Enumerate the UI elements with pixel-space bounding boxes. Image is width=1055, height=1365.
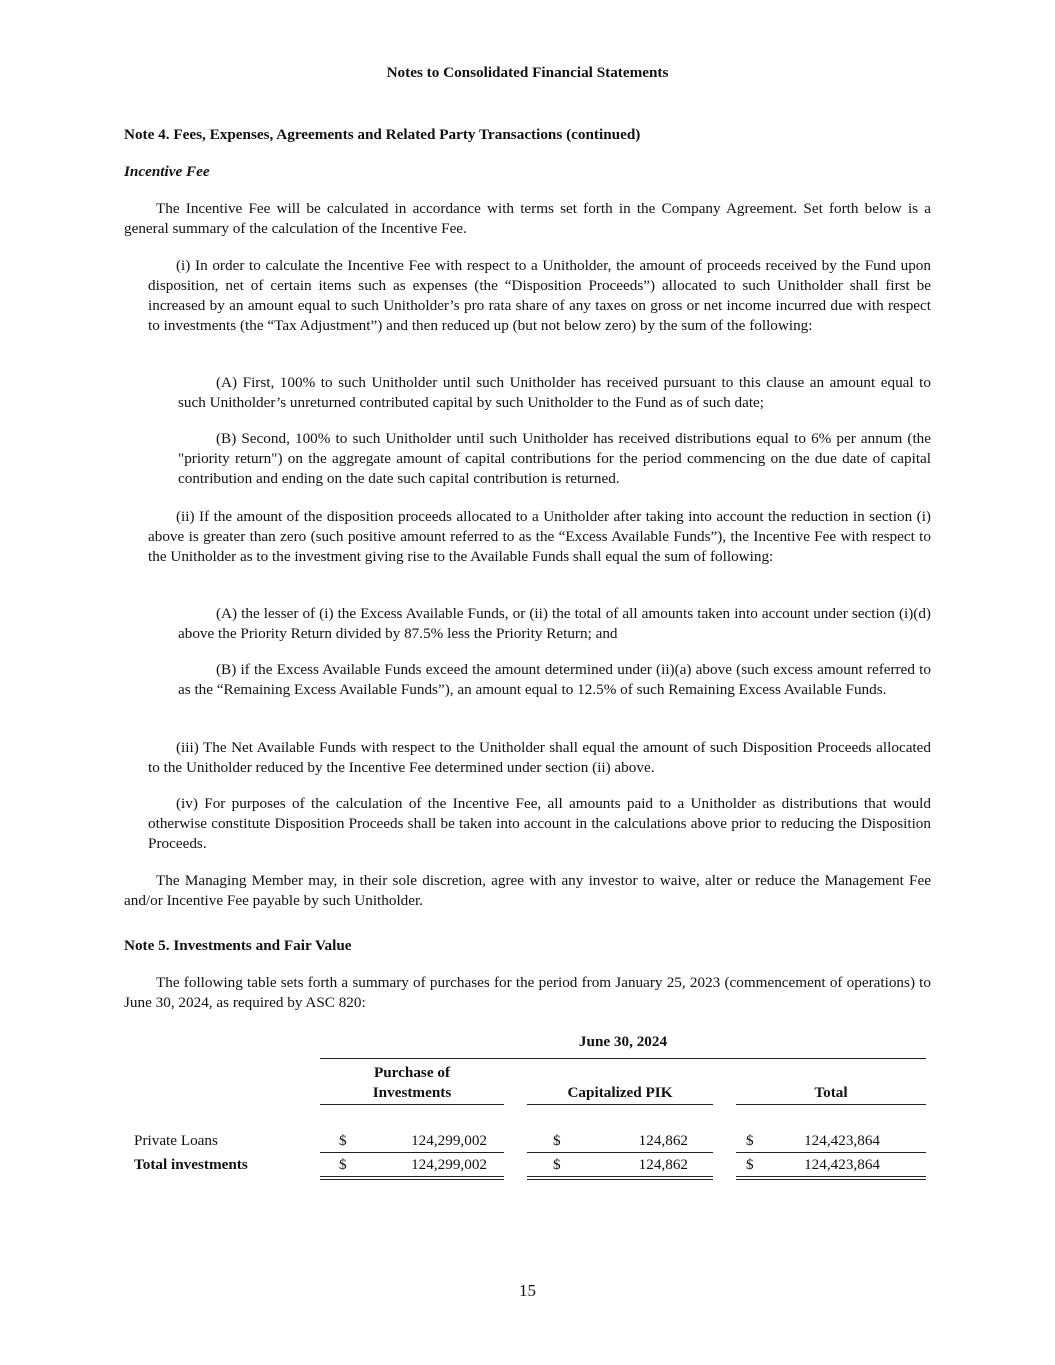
column-rule-2 [527, 1104, 713, 1105]
column-header-total: Total [814, 1084, 848, 1101]
item-i-A-paragraph: (A) First, 100% to such Unitholder until such Unitholder has received pursuant to this clause an amount equal to such Unitholder’s unreturned contributed capital by such Unitholder to the Fund as of such date; [178, 374, 931, 411]
incentive-fee-subheading: Incentive Fee [124, 163, 210, 180]
item-iii-paragraph: (iii) The Net Available Funds with respect to the Unitholder shall equal the amount of such Disposition Proceeds allocated to the Unitholder reduced by the Incentive Fee determined under section (ii) above. [148, 739, 931, 776]
item-ii-A-paragraph: (A) the lesser of (i) the Excess Available Funds, or (ii) the total of all amounts taken into account under section (i)(d) above the Priority Return divided by 87.5% less the Priority Return; and [178, 605, 931, 642]
currency-symbol: $ [339, 1132, 347, 1149]
currency-symbol: $ [339, 1156, 347, 1173]
running-head: Notes to Consolidated Financial Statements [386, 64, 669, 81]
cell-value: 124,423,864 [804, 1132, 880, 1149]
cell-value: 124,862 [638, 1156, 688, 1173]
row-label-private-loans: Private Loans [134, 1132, 218, 1149]
column-rule-3 [736, 1104, 926, 1105]
item-iv-paragraph: (iv) For purposes of the calculation of the Incentive Fee, all amounts paid to a Unitholder as distributions that would otherwise constitute Disposition Proceeds shall be taken into account in the calculations above prior to reducing the Disposition Proceeds. [148, 795, 931, 852]
item-ii-paragraph: (ii) If the amount of the disposition proceeds allocated to a Unitholder after taking into account the reduction in section (i) above is greater than zero (such positive amount referred to as the “Excess Available Funds”), the Incentive Fee with respect to the Unitholder as to the investment giving rise to the Available Funds shall equal the sum of following: [148, 508, 931, 565]
currency-symbol: $ [553, 1132, 561, 1149]
item-ii-B-paragraph: (B) if the Excess Available Funds exceed the amount determined under (ii)(a) above (such excess amount referred to as the “Remaining Excess Available Funds”), an amount equal to 12.5% of such Remaining Excess Available Funds. [178, 661, 931, 698]
row-rule [736, 1152, 926, 1153]
cell-value: 124,299,002 [411, 1132, 487, 1149]
item-i-paragraph: (i) In order to calculate the Incentive Fee with respect to a Unitholder, the amount of proceeds received by the Fund upon disposition, net of certain items such as expenses (the “Disposition Proceeds”) allocated to such Unitholder shall first be increased by an amount equal to such Unitholder’s pro rata share of any taxes on gross or net income incurred due with respect to investments (the “Tax Adjustment”) and then reduced up (but not below zero) by the sum of the following: [148, 257, 931, 334]
total-double-rule [527, 1176, 713, 1180]
row-label-total-investments: Total investments [134, 1156, 248, 1173]
note4-intro-paragraph: The Incentive Fee will be calculated in accordance with terms set forth in the Company Agreement. Set forth below is a general summary of the calculation of the Incentive Fee. [124, 200, 931, 237]
currency-symbol: $ [746, 1132, 754, 1149]
column-header-purchase-line2: Investments [372, 1084, 452, 1101]
total-double-rule [320, 1176, 504, 1180]
currency-symbol: $ [746, 1156, 754, 1173]
column-header-capitalized-pik: Capitalized PIK [567, 1084, 673, 1101]
cell-value: 124,862 [638, 1132, 688, 1149]
page-number: 15 [519, 1281, 536, 1300]
item-i-B-paragraph: (B) Second, 100% to such Unitholder until such Unitholder has received distributions equal to 6% per annum (the "priority return") on the aggregate amount of capital contributions for the period commencing on the due date of capital contribution and ending on the date such capital contribution is returned. [178, 430, 931, 487]
note4-closing-paragraph: The Managing Member may, in their sole discretion, agree with any investor to waive, alter or reduce the Management Fee and/or Incentive Fee payable by such Unitholder. [124, 872, 931, 909]
total-double-rule [736, 1176, 926, 1180]
note4-heading: Note 4. Fees, Expenses, Agreements and Related Party Transactions (continued) [124, 126, 641, 143]
period-header: June 30, 2024 [578, 1033, 668, 1050]
column-header-purchase-line1: Purchase of [373, 1064, 451, 1081]
note5-intro-paragraph: The following table sets forth a summary of purchases for the period from January 25, 2023 (commencement of operations) to June 30, 2024, as required by ASC 820: [124, 974, 931, 1011]
row-rule [320, 1152, 504, 1153]
row-rule [527, 1152, 713, 1153]
cell-value: 124,423,864 [804, 1156, 880, 1173]
currency-symbol: $ [553, 1156, 561, 1173]
cell-value: 124,299,002 [411, 1156, 487, 1173]
header-rule [320, 1058, 926, 1059]
column-rule-1 [320, 1104, 504, 1105]
note5-heading: Note 5. Investments and Fair Value [124, 937, 352, 954]
